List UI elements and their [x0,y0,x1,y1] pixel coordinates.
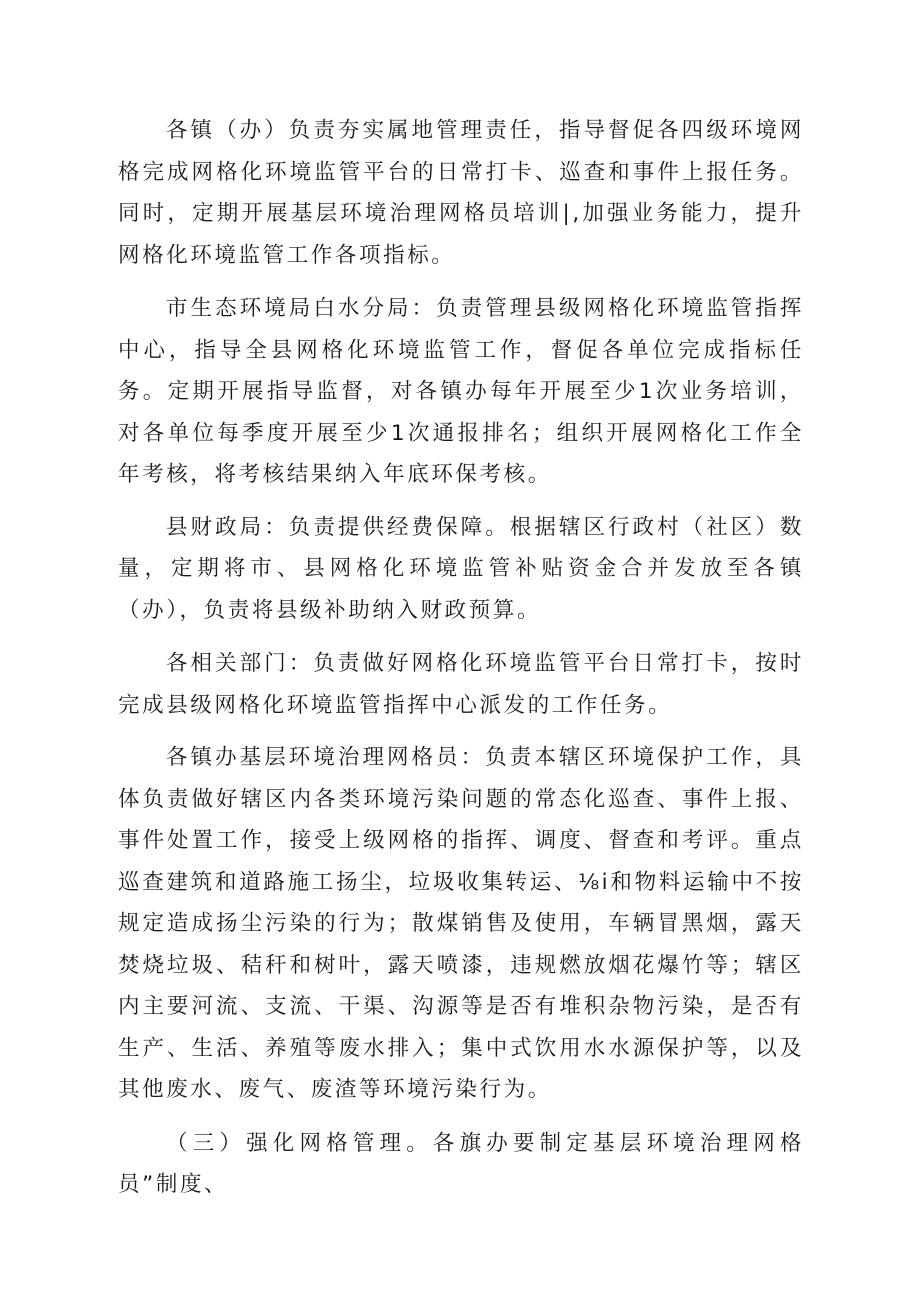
document-body [118,110,804,1206]
paragraph-finance-bureau: 县财政局：负责提供经费保障。根据辖区行政村（社区）数量，定期将市、县网格化环境监管补贴资金合并发放至各镇（办），负责将县级补助纳入财政预算。 [118,514,804,623]
paragraph-town-responsibility: 各镇（办）负责夯实属地管理责任，指导督促各四级环境网格完成网格化环境监管平台的日常打卡、巡查和事件上报任务。同时，定期开展基层环境治理网格员培训|,加强业务能力，提升网格化环境监管工作各项指标。 [118,118,804,268]
paragraph-eco-bureau: 市生态环境局白水分局：负责管理县级网格化环境监管指挥中心，指导全县网格化环境监管工作，督促各单位完成指标任务。定期开展指导监督，对各镇办每年开展至少1次业务培训，对各单位每季度开展至少1次通报排名；组织开展网格化工作全年考核，将考核结果纳入年底环保考核。 [118,296,804,487]
paragraph-related-departments: 各相关部门：负责做好网格化环境监管平台日常打卡，按时完成县级网格化环境监管指挥中心派发的工作任务。 [118,651,804,718]
paragraph-grid-workers: 各镇办基层环境治理网格员：负责本辖区环境保护工作，具体负责做好辖区内各类环境污染问题的常态化巡查、事件上报、事件处置工作，接受上级网格的指挥、调度、督查和考评。重点巡查建筑和道路施工扬尘，垃圾收集转运、⅛i和物料运输中不按规定造成扬尘污染的行为；散煤销售及使用，车辆冒黑烟，露天焚烧垃圾、秸秆和树叶，露天喷漆，违规燃放烟花爆竹等；辖区内主要河流、支流、干渠、沟源等是否有堆积杂物污染，是否有生产、生活、养殖等废水排入；集中式饮用水水源保护等，以及其他废水、废气、废渣等环境污染行为。 [118,745,804,1102]
paragraph-section-three: （三）强化网格管理。各旗办要制定基层环境治理网格员”制度、 [118,1130,804,1197]
